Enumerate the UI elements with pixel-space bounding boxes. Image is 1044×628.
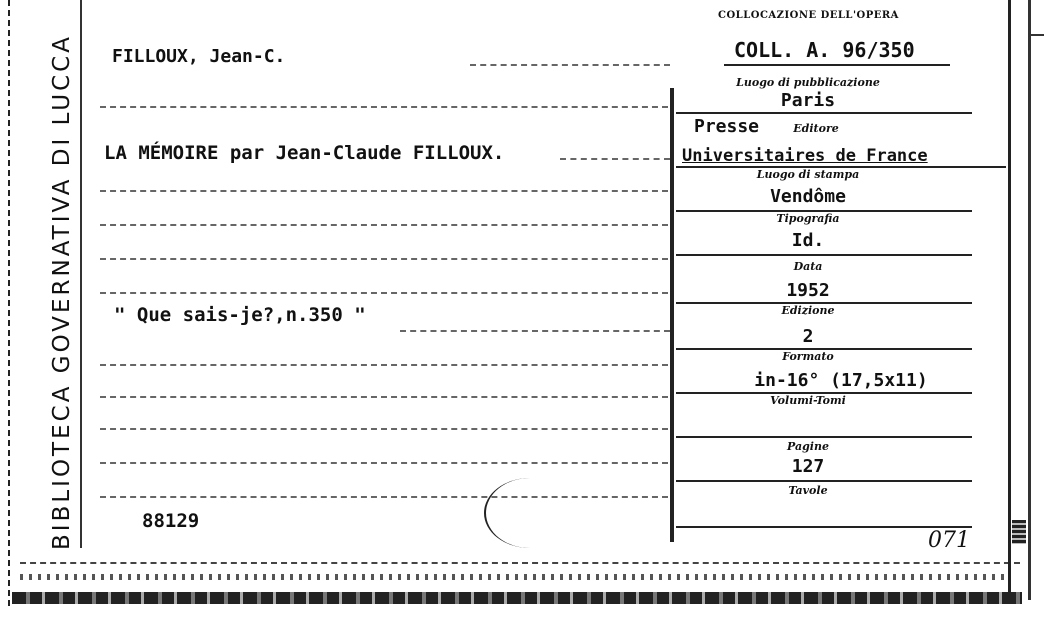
field-value: Vendôme xyxy=(770,186,846,207)
dotted-line xyxy=(100,106,668,108)
spine-divider xyxy=(80,0,82,548)
collocazione-heading: COLLOCAZIONE DELL'OPERA xyxy=(718,10,899,21)
field-label: Luogo di pubblicazione xyxy=(736,76,880,89)
edge-tick xyxy=(1030,34,1044,36)
field-label: Tipografia xyxy=(776,212,840,225)
book-title: LA MÉMOIRE par Jean-Claude FILLOUX. xyxy=(104,142,505,164)
field-rule xyxy=(724,64,950,66)
card-left-edge xyxy=(8,0,10,610)
dotted-line xyxy=(100,364,668,366)
field-label: Formato xyxy=(782,350,834,363)
field-value: Paris xyxy=(780,90,836,111)
field-value: Id. xyxy=(791,230,825,251)
field-rule xyxy=(676,112,972,114)
card-outer-edge xyxy=(1028,0,1031,600)
handwritten-note: 071 xyxy=(928,528,970,553)
bottom-band xyxy=(12,592,1022,604)
library-spine-label: BIBLIOTECA GOVERNATIVA DI LUCCA xyxy=(49,34,75,550)
field-value: 1952 xyxy=(786,280,830,301)
dotted-line xyxy=(100,462,668,464)
dotted-line xyxy=(100,496,668,498)
author-name: FILLOUX, Jean-C. xyxy=(112,46,286,67)
field-label: Luogo di stampa xyxy=(756,168,860,181)
dotted-line xyxy=(100,428,668,430)
field-rule xyxy=(676,254,972,256)
field-label: Edizione xyxy=(781,304,835,317)
dotted-line xyxy=(400,330,670,332)
inventory-number: 88129 xyxy=(142,510,200,532)
series-note: " Que sais-je?,n.350 " xyxy=(114,304,366,326)
field-label: Data xyxy=(793,260,823,273)
dotted-line xyxy=(470,64,670,66)
field-label: Tavole xyxy=(788,484,828,497)
corner-mark xyxy=(1012,520,1026,544)
column-divider xyxy=(670,88,674,542)
field-value-cont: Universitaires de France xyxy=(682,146,928,166)
bottom-texture xyxy=(20,574,1010,580)
card-right-edge xyxy=(1008,0,1011,600)
dotted-line xyxy=(560,158,670,160)
bottom-rule xyxy=(20,562,1020,564)
dotted-line xyxy=(100,396,668,398)
dotted-line xyxy=(100,190,668,192)
field-rule xyxy=(676,480,972,482)
stamp-arc xyxy=(484,478,576,548)
field-value: in-16° (17,5x11) xyxy=(754,370,928,391)
field-value: 2 xyxy=(802,326,814,347)
field-label: Editore xyxy=(793,122,839,135)
field-value: 127 xyxy=(791,456,825,477)
field-value: Presse xyxy=(694,116,760,137)
dotted-line xyxy=(100,224,668,226)
dotted-line xyxy=(100,292,668,294)
dotted-line xyxy=(100,258,668,260)
shelf-mark: COLL. A. 96/350 xyxy=(734,38,915,62)
field-rule xyxy=(676,436,972,438)
field-label: Pagine xyxy=(787,440,829,453)
field-label: Volumi-Tomi xyxy=(770,394,846,407)
